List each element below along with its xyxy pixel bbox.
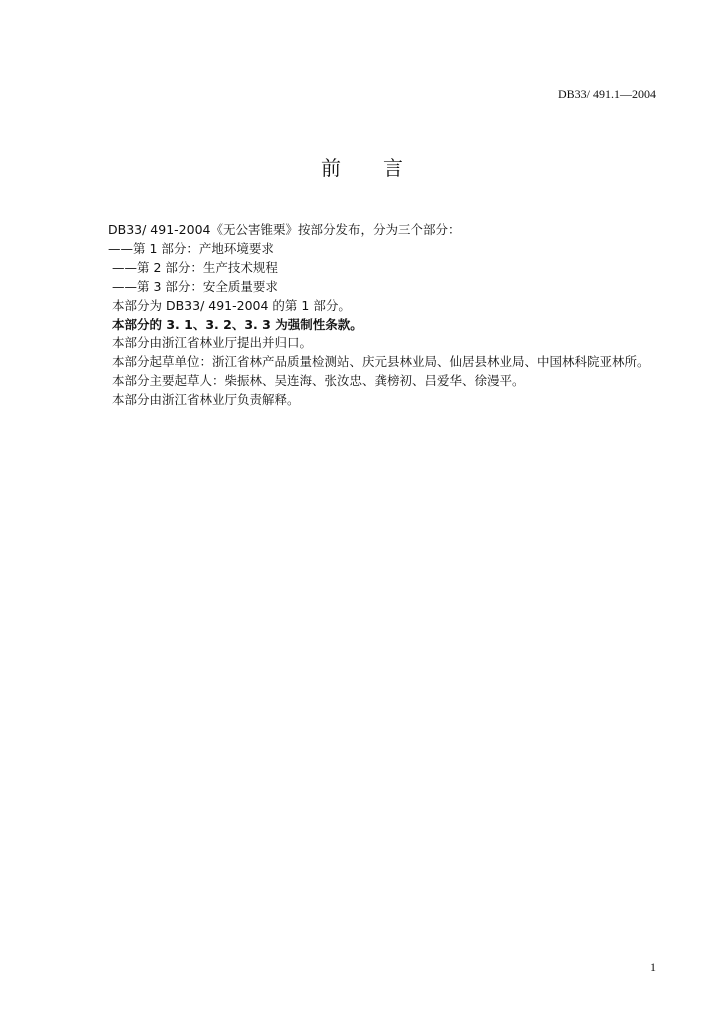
foreword-body xyxy=(108,221,668,410)
title-char-1: 前 xyxy=(321,156,341,180)
page-number: 1 xyxy=(650,960,656,974)
part-statement: 本部分为 DB33/ 491-2004 的第 1 部分。 xyxy=(112,297,351,313)
part-1-item: ——第 1 部分：产地环境要求 xyxy=(108,240,274,256)
mandatory-clauses: 本部分的 3. 1、3. 2、3. 3 为强制性条款。 xyxy=(112,316,363,332)
intro-paragraph: DB33/ 491-2004《无公害锥栗》按部分发布，分为三个部分： xyxy=(108,222,461,237)
main-drafters: 本部分主要起草人：柴振林、吴连海、张汝忠、龚榜初、吕爱华、徐漫平。 xyxy=(112,373,525,389)
part-3-item: ——第 3 部分：安全质量要求 xyxy=(112,278,278,294)
interpretation-statement: 本部分由浙江省林业厅负责解释。 xyxy=(112,392,300,408)
part-2-item: ——第 2 部分：生产技术规程 xyxy=(112,259,278,275)
page-title xyxy=(0,156,724,180)
proposer-statement: 本部分由浙江省林业厅提出并归口。 xyxy=(112,335,313,351)
standard-code-header: DB33/ 491.1—2004 xyxy=(557,87,656,101)
drafting-units: 本部分起草单位：浙江省林产品质量检测站、庆元县林业局、仙居县林业局、中国林科院亚林所。 xyxy=(112,354,650,370)
title-char-2: 言 xyxy=(383,156,403,180)
